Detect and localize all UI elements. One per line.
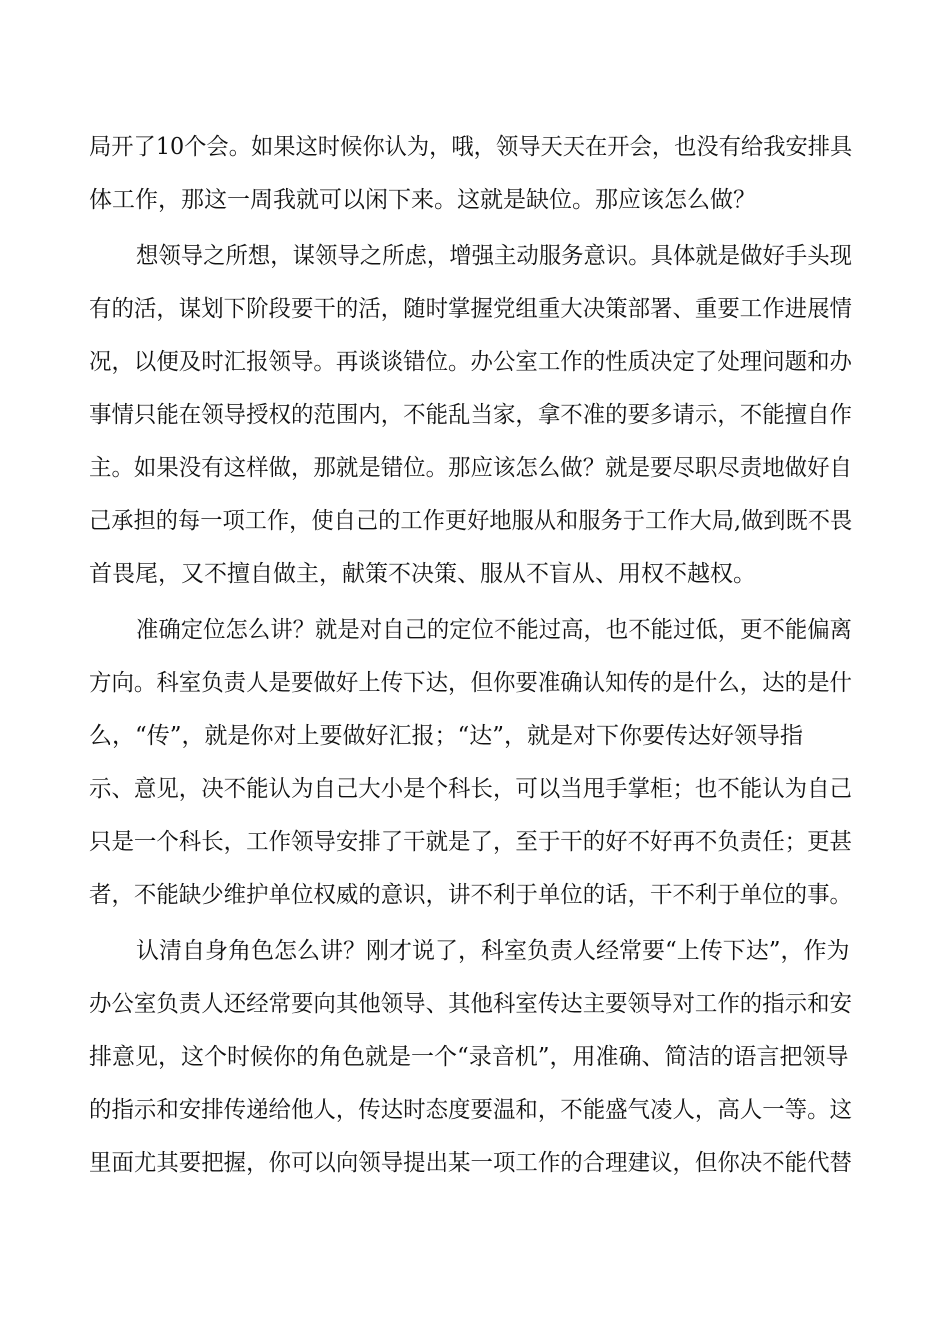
text-line: 己承担的每一项工作，使自己的工作更好地服从和服务于工作大局,做到既不畏 bbox=[89, 508, 853, 534]
text-line: 么，“传”，就是你对上要做好汇报；“达”，就是对下你要传达好领导指 bbox=[89, 723, 804, 749]
text-line: 有的活，谋划下阶段要干的活，随时掌握党组重大决策部署、重要工作进展情 bbox=[89, 296, 852, 322]
text-line: 想领导之所想，谋领导之所虑，增强主动服务意识。具体就是做好手头现 bbox=[136, 243, 852, 269]
text-line: 方向。科室负责人是要做好上传下达，但你要准确认知传的是什么，达的是什 bbox=[89, 670, 852, 696]
text-line: 首畏尾，又不擅自做主，献策不决策、服从不盲从、用权不越权。 bbox=[89, 561, 756, 587]
text-line: 体工作，那这一周我就可以闲下来。这就是缺位。那应该怎么做？ bbox=[89, 187, 756, 213]
text-line: 主。如果没有这样做，那就是错位。那应该怎么做？就是要尽职尽责地做好自 bbox=[89, 455, 852, 481]
text-line: 局开了10个会。如果这时候你认为，哦，领导天天在开会，也没有给我安排具 bbox=[89, 134, 853, 160]
text-line: 事情只能在领导授权的范围内，不能乱当家，拿不准的要多请示，不能擅自作 bbox=[89, 402, 852, 428]
text-line: 者，不能缺少维护单位权威的意识，讲不利于单位的话，干不利于单位的事。 bbox=[89, 882, 852, 908]
text-line: 示、意见，决不能认为自己大小是个科长，可以当甩手掌柜；也不能认为自己 bbox=[89, 776, 852, 802]
text-line: 认清自身角色怎么讲？刚才说了，科室负责人经常要“上传下达”，作为 bbox=[136, 938, 850, 964]
text-line: 只是一个科长，工作领导安排了干就是了，至于干的好不好再不负责任；更甚 bbox=[89, 829, 852, 855]
text-line: 准确定位怎么讲？就是对自己的定位不能过高，也不能过低，更不能偏离 bbox=[136, 617, 852, 643]
text-line: 的指示和安排传递给他人，传达时态度要温和，不能盛气凌人，高人一等。这 bbox=[89, 1097, 852, 1123]
text-line: 排意见，这个时候你的角色就是一个“录音机”，用准确、简洁的语言把领导 bbox=[89, 1044, 849, 1070]
text-line: 里面尤其要把握，你可以向领导提出某一项工作的合理建议，但你决不能代替 bbox=[89, 1150, 852, 1176]
text-line: 办公室负责人还经常要向其他领导、其他科室传达主要领导对工作的指示和安 bbox=[89, 991, 852, 1017]
text-line: 况，以便及时汇报领导。再谈谈错位。办公室工作的性质决定了处理问题和办 bbox=[89, 349, 852, 375]
